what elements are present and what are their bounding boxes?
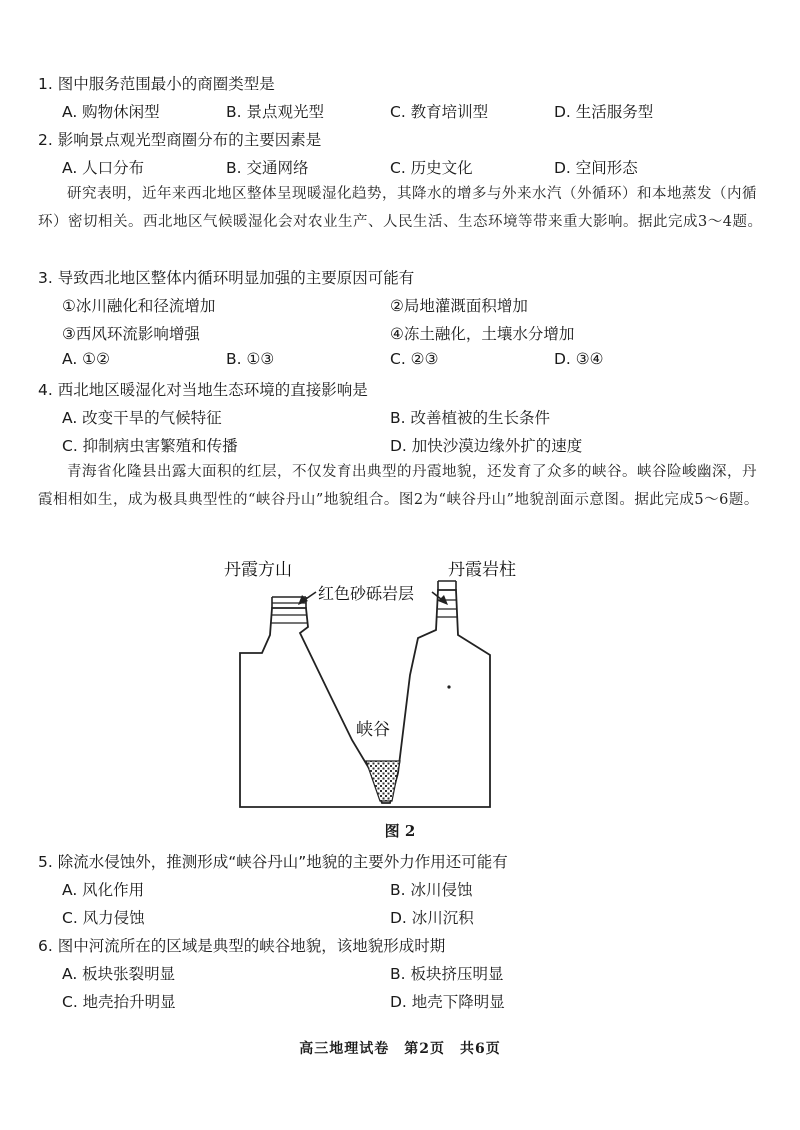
figure-caption: 图 2: [384, 822, 416, 840]
q3-option-a: A. ①②: [62, 350, 110, 368]
q6-option-b: B. 板块挤压明显: [390, 965, 504, 983]
q1-option-b: B. 景点观光型: [226, 103, 324, 121]
diagram-dot: [447, 685, 450, 688]
q2-option-a: A. 人口分布: [62, 159, 145, 177]
question-5-stem: 5. 除流水侵蚀外，推测形成“峡谷丹山”地貌的主要外力作用还可能有: [38, 853, 508, 871]
q3-option-b: B. ①③: [226, 350, 275, 368]
q2-option-c: C. 历史文化: [390, 159, 473, 177]
q3-statement-4: ④冻土融化，土壤水分增加: [390, 325, 575, 343]
q3-statement-2: ②局地灌溉面积增加: [390, 297, 528, 315]
q5-option-d: D. 冰川沉积: [390, 909, 474, 927]
label-red-sandstone-layer: 红色砂砾岩层: [318, 584, 415, 603]
question-1-stem: 1. 图中服务范围最小的商圈类型是: [38, 75, 275, 93]
passage-3-4: 研究表明，近年来西北地区整体呈现暖湿化趋势，其降水的增多与外来水汽（外循环）和本地蒸发（内循环）密切相关。西北地区气候暖湿化会对农业生产、人民生活、生态环境等带来重大影响。据此完成3～4题。: [38, 186, 763, 230]
q3-statement-1: ①冰川融化和径流增加: [62, 297, 216, 315]
label-danxia-mesa: 丹霞方山: [224, 560, 292, 580]
question-4-stem: 4. 西北地区暖湿化对当地生态环境的直接影响是: [38, 381, 368, 399]
q6-option-d: D. 地壳下降明显: [390, 993, 505, 1011]
label-canyon: 峡谷: [356, 720, 390, 740]
q4-option-a: A. 改变干旱的气候特征: [62, 409, 222, 427]
label-danxia-pillar: 丹霞岩柱: [448, 560, 516, 580]
q4-option-d: D. 加快沙漠边缘外扩的速度: [390, 437, 583, 455]
q6-option-c: C. 地壳抬升明显: [62, 993, 176, 1011]
question-3-stem: 3. 导致西北地区整体内循环明显加强的主要原因可能有: [38, 269, 415, 287]
q5-option-b: B. 冰川侵蚀: [390, 881, 473, 899]
q3-option-d: D. ③④: [554, 350, 604, 368]
q1-option-a: A. 购物休闲型: [62, 103, 160, 121]
q5-option-a: A. 风化作用: [62, 881, 145, 899]
q2-option-b: B. 交通网络: [226, 159, 309, 177]
q1-option-d: D. 生活服务型: [554, 103, 654, 121]
q6-option-a: A. 板块张裂明显: [62, 965, 176, 983]
q3-option-c: C. ②③: [390, 350, 439, 368]
question-6-stem: 6. 图中河流所在的区域是典型的峡谷地貌，该地貌形成时期: [38, 937, 446, 955]
q4-option-c: C. 抑制病虫害繁殖和传播: [62, 437, 238, 455]
question-2-stem: 2. 影响景点观光型商圈分布的主要因素是: [38, 131, 322, 149]
canyon-profile-diagram: [0, 545, 800, 820]
q2-option-d: D. 空间形态: [554, 159, 638, 177]
q5-option-c: C. 风力侵蚀: [62, 909, 145, 927]
passage-5-6: 青海省化隆县出露大面积的红层，不仅发育出典型的丹霞地貌，还发育了众多的峡谷。峡谷险峻幽深，丹霞相相如生，成为极具典型性的“峡谷丹山”地貌组合。图2为“峡谷丹山”地貌剖面示意图。据此完成5～6题。: [38, 464, 759, 508]
page-footer: 高三地理试卷 第2页 共6页: [299, 1041, 501, 1057]
q3-statement-3: ③西风环流影响增强: [62, 325, 200, 343]
q1-option-c: C. 教育培训型: [390, 103, 489, 121]
q4-option-b: B. 改善植被的生长条件: [390, 409, 550, 427]
